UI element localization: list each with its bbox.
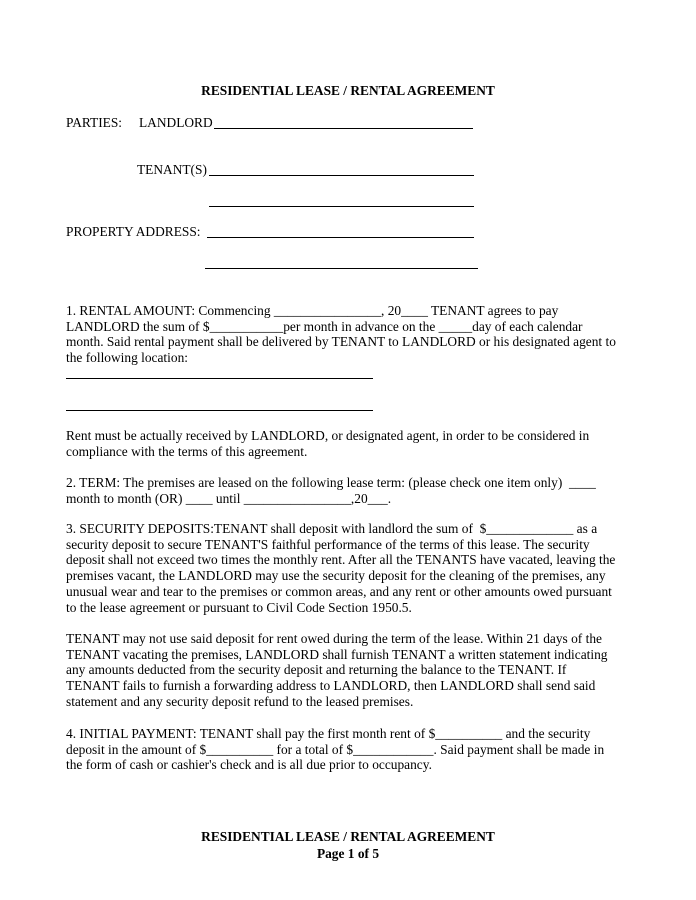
document-title: RESIDENTIAL LEASE / RENTAL AGREEMENT (201, 83, 495, 98)
refund-line: TENANT vacating the premises, LANDLORD shall furnish TENANT a written statement indicating (66, 646, 608, 662)
rental-amount-line: 1. RENTAL AMOUNT: Commencing ________________, 20____ TENANT agrees to pay (66, 303, 559, 318)
payment-location-blank-line-2 (66, 410, 373, 411)
security-line: to the lease agreement or pursuant to Civil Code Section 1950.5. (66, 599, 412, 615)
security-line: premises vacant, the LANDLORD may use the security deposit for the cleaning of the premises, any (66, 568, 606, 584)
parties-label: PARTIES: (66, 115, 122, 130)
property-address-label: PROPERTY ADDRESS: (66, 224, 201, 239)
refund-line: any amounts deducted from the security deposit and returning the balance to the TENANT. If (66, 662, 567, 678)
property-address-blank-line (207, 237, 474, 238)
rent-received-note (66, 428, 632, 459)
refund-line: statement and any security deposit refund to the leased premises. (66, 693, 414, 709)
security-line: 3. SECURITY DEPOSITS:TENANT shall deposit with landlord the sum of $_____________ as a (66, 521, 598, 536)
term-line: month to month (OR) ____ until ________________,20___. (66, 490, 392, 506)
page-number: Page 1 of 5 (316, 846, 380, 861)
footer-title: RESIDENTIAL LEASE / RENTAL AGREEMENT (201, 829, 495, 844)
rental-amount-line: the following location: (66, 350, 188, 366)
security-line: deposit shall not exceed two times the monthly rent. After all the TENANTS have vacated, leaving the (66, 552, 616, 568)
rental-amount-line: LANDLORD the sum of $___________per month in advance on the _____day of each calendar (66, 318, 583, 334)
initial-payment-line: the form of cash or cashier's check and is all due prior to occupancy. (66, 757, 432, 773)
rent-note-line: compliance with the terms of this agreement. (66, 443, 308, 459)
tenants-blank-line (209, 175, 474, 176)
initial-payment-line: deposit in the amount of $__________ for a total of $____________. Said payment shall be made in (66, 741, 605, 757)
initial-payment-line: 4. INITIAL PAYMENT: TENANT shall pay the first month rent of $__________ and the security (66, 726, 591, 741)
section-security-deposits (66, 521, 632, 615)
property-address-blank-line-2 (205, 268, 478, 269)
landlord-blank-line (214, 128, 473, 129)
payment-location-blank-line (66, 378, 373, 379)
refund-line: TENANT fails to furnish a forwarding address to LANDLORD, then LANDLORD shall send said (66, 678, 596, 694)
landlord-label: LANDLORD (139, 115, 213, 130)
section-term (66, 475, 632, 506)
section-initial-payment (66, 726, 632, 773)
security-line: security deposit to secure TENANT'S faithful performance of the terms of this lease. The security (66, 536, 590, 552)
tenants-blank-line-2 (209, 206, 474, 207)
rent-note-line: Rent must be actually received by LANDLORD, or designated agent, in order to be considered in (66, 428, 590, 443)
tenants-label: TENANT(S) (137, 162, 207, 177)
security-line: unusual wear and tear to the premises or common areas, and any rent or other amounts owed pursuant (66, 583, 612, 599)
term-line: 2. TERM: The premises are leased on the following lease term: (please check one item only) ____ (66, 475, 596, 490)
refund-line: TENANT may not use said deposit for rent owed during the term of the lease. Within 21 days of the (66, 631, 602, 646)
security-deposit-refund-paragraph (66, 631, 632, 710)
section-rental-amount (66, 303, 632, 366)
rental-amount-line: month. Said rental payment shall be delivered by TENANT to LANDLORD or his designated agent to (66, 334, 616, 350)
